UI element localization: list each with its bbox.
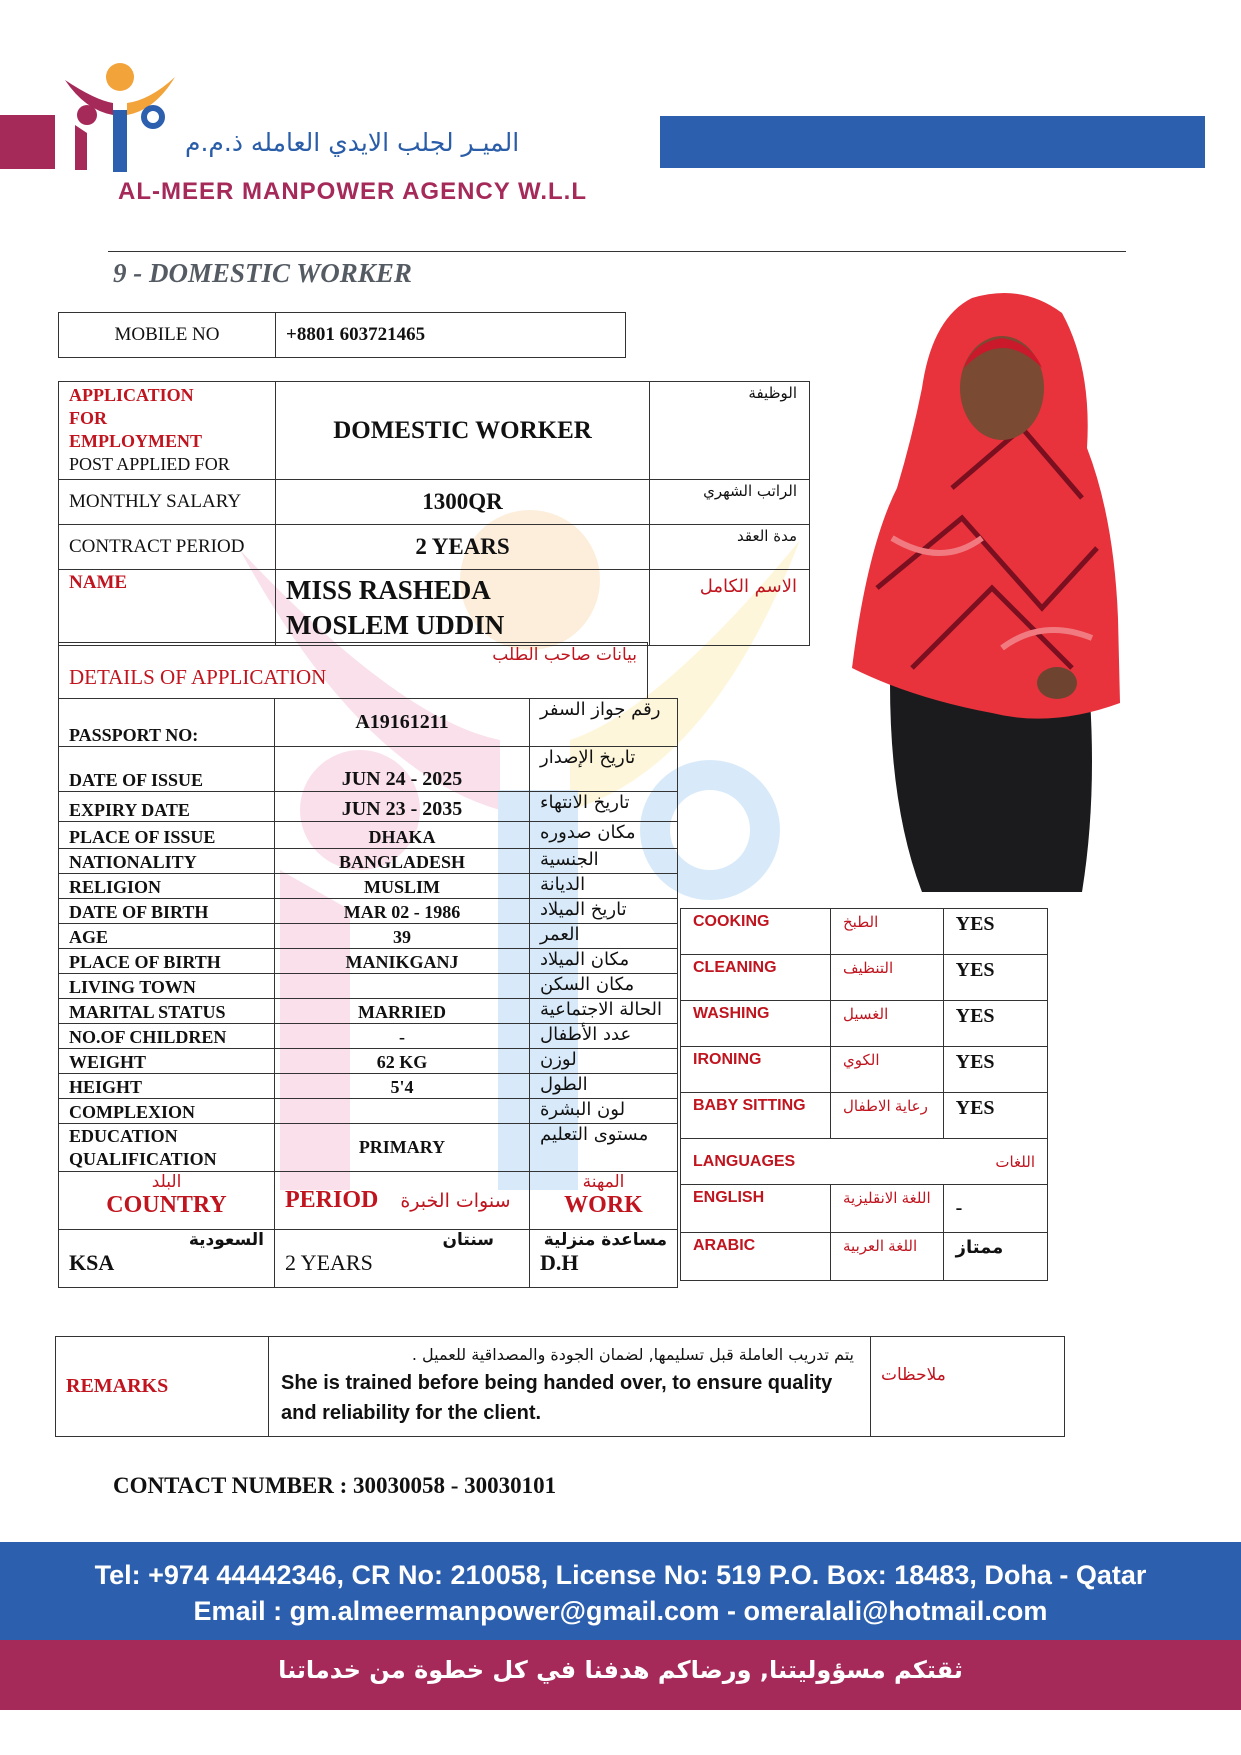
detail-label: PASSPORT NO: bbox=[59, 699, 275, 747]
detail-value bbox=[275, 1099, 530, 1124]
detail-label-arabic: مكان الميلاد bbox=[530, 949, 678, 974]
detail-label-arabic: تاريخ الإصدار bbox=[530, 747, 678, 792]
company-name-english: AL-MEER MANPOWER AGENCY W.L.L bbox=[118, 178, 587, 205]
exp-work: D.H bbox=[540, 1250, 579, 1275]
detail-label: PLACE OF ISSUE bbox=[59, 822, 275, 849]
detail-label: NO.OF CHILDREN bbox=[59, 1024, 275, 1049]
skill-value: YES bbox=[943, 1001, 1047, 1047]
mobile-table bbox=[58, 312, 626, 358]
details-label: DETAILS OF APPLICATION bbox=[69, 665, 327, 689]
document-title: 9 - DOMESTIC WORKER bbox=[113, 258, 412, 288]
header-accent-left bbox=[0, 115, 55, 169]
skill-label-arabic: الغسيل bbox=[831, 1001, 944, 1047]
detail-value: A19161211 bbox=[275, 699, 530, 747]
skill-label: WASHING bbox=[681, 1001, 831, 1047]
personal-details-table bbox=[58, 698, 678, 1288]
detail-label-arabic: تاريخ الانتهاء bbox=[530, 792, 678, 822]
detail-value: PRIMARY bbox=[275, 1124, 530, 1172]
skill-value: YES bbox=[943, 955, 1047, 1001]
detail-label-arabic: مستوى التعليم bbox=[530, 1124, 678, 1172]
header-divider bbox=[108, 251, 1126, 252]
post-applied-label: POST APPLIED FOR bbox=[69, 454, 230, 474]
details-label-arabic: بيانات صاحب الطلب bbox=[492, 645, 637, 665]
skill-label-arabic: الكوي bbox=[831, 1047, 944, 1093]
post-applied-value: DOMESTIC WORKER bbox=[276, 382, 650, 480]
work-label-arabic: المهنة bbox=[582, 1172, 625, 1192]
detail-label: PLACE OF BIRTH bbox=[59, 949, 275, 974]
exp-period-arabic: سنتان bbox=[442, 1230, 494, 1250]
country-label-arabic: البلد bbox=[151, 1172, 182, 1192]
period-label-arabic: سنوات الخبرة bbox=[400, 1190, 511, 1212]
detail-label-arabic: الديانة bbox=[530, 874, 678, 899]
language-label-arabic: اللغة العربية bbox=[831, 1233, 944, 1281]
detail-value bbox=[275, 974, 530, 999]
skill-label-arabic: الطبخ bbox=[831, 909, 944, 955]
language-value: ممتاز bbox=[943, 1233, 1047, 1281]
work-label: WORK bbox=[564, 1192, 643, 1218]
remarks-text-english: She is trained before being handed over, to ensure quality and reliability for the client. bbox=[281, 1372, 833, 1424]
name-label-arabic: الاسم الكامل bbox=[650, 570, 810, 646]
detail-value: MARRIED bbox=[275, 999, 530, 1024]
name-value-line2: MOSLEM UDDIN bbox=[286, 610, 505, 640]
languages-label: LANGUAGES bbox=[693, 1152, 796, 1170]
remarks-label: REMARKS bbox=[56, 1337, 269, 1437]
languages-label-arabic: اللغات bbox=[995, 1152, 1035, 1171]
skill-value: YES bbox=[943, 1093, 1047, 1139]
contact-number: CONTACT NUMBER : 30030058 - 30030101 bbox=[113, 1473, 557, 1498]
remarks-text-arabic: يتم تدريب العاملة قبل تسليمها, لضمان الجودة والمصداقية للعميل . bbox=[411, 1345, 854, 1364]
detail-label-arabic: تاريخ الميلاد bbox=[530, 899, 678, 924]
detail-label: RELIGION bbox=[59, 874, 275, 899]
details-heading-table bbox=[58, 642, 648, 699]
detail-label: HEIGHT bbox=[59, 1074, 275, 1099]
salary-label-arabic: الراتب الشهري bbox=[650, 480, 810, 525]
detail-label: WEIGHT bbox=[59, 1049, 275, 1074]
skill-label: IRONING bbox=[681, 1047, 831, 1093]
footer-email-line: Email : gm.almeermanpower@gmail.com - omeralali@hotmail.com bbox=[193, 1596, 1048, 1626]
detail-label: MARITAL STATUS bbox=[59, 999, 275, 1024]
skill-label-arabic: رعاية الاطفال bbox=[831, 1093, 944, 1139]
footer-slogan: ثقتكم مسؤوليتنا, ورضاكم هدفنا في كل خطوة من خدماتنا bbox=[278, 1656, 963, 1684]
header-accent-right bbox=[660, 116, 1205, 168]
language-label-arabic: اللغة الانقليزية bbox=[831, 1185, 944, 1233]
language-label: ARABIC bbox=[681, 1233, 831, 1281]
detail-value: MAR 02 - 1986 bbox=[275, 899, 530, 924]
detail-label-arabic: مكان صدوره bbox=[530, 822, 678, 849]
detail-value: MANIKGANJ bbox=[275, 949, 530, 974]
language-value: - bbox=[943, 1185, 1047, 1233]
detail-value: - bbox=[275, 1024, 530, 1049]
name-label: NAME bbox=[59, 570, 276, 646]
detail-label-arabic: العمر bbox=[530, 924, 678, 949]
name-table bbox=[58, 569, 810, 646]
detail-label: COMPLEXION bbox=[59, 1099, 275, 1124]
detail-label-arabic: الطول bbox=[530, 1074, 678, 1099]
skills-table bbox=[680, 908, 1048, 1281]
detail-value: 39 bbox=[275, 924, 530, 949]
application-label: APPLICATION FOR EMPLOYMENT bbox=[69, 385, 202, 451]
detail-value: BANGLADESH bbox=[275, 849, 530, 874]
skill-value: YES bbox=[943, 909, 1047, 955]
skill-label: CLEANING bbox=[681, 955, 831, 1001]
detail-value: DHAKA bbox=[275, 822, 530, 849]
detail-value: 62 KG bbox=[275, 1049, 530, 1074]
detail-label-arabic: الحالة الاجتماعية bbox=[530, 999, 678, 1024]
contract-label-arabic: مدة العقد bbox=[650, 525, 810, 570]
detail-label-arabic: عدد الأطفال bbox=[530, 1024, 678, 1049]
post-applied-label-arabic: الوظيفة bbox=[650, 382, 810, 480]
footer-contact-line: Tel: +974 44442346, CR No: 210058, License No: 519 P.O. Box: 18483, Doha - Qatar bbox=[94, 1560, 1147, 1590]
detail-value: MUSLIM bbox=[275, 874, 530, 899]
period-label: PERIOD bbox=[285, 1187, 379, 1213]
company-name-arabic: الميـر لجلب الايدي العامله ذ.م.م bbox=[185, 128, 520, 157]
remarks-label-arabic: ملاحظات bbox=[871, 1337, 1065, 1437]
skill-label: BABY SITTING bbox=[681, 1093, 831, 1139]
detail-label: DATE OF BIRTH bbox=[59, 899, 275, 924]
remarks-table bbox=[55, 1336, 1065, 1437]
exp-work-arabic: مساعدة منزلية bbox=[543, 1230, 667, 1250]
contract-value: 2 YEARS bbox=[276, 525, 650, 570]
detail-label-arabic: الجنسية bbox=[530, 849, 678, 874]
exp-period: 2 YEARS bbox=[285, 1250, 373, 1275]
salary-value: 1300QR bbox=[276, 480, 650, 525]
detail-label: NATIONALITY bbox=[59, 849, 275, 874]
skill-value: YES bbox=[943, 1047, 1047, 1093]
application-table bbox=[58, 381, 810, 570]
contract-label: CONTRACT PERIOD bbox=[59, 525, 276, 570]
skill-label: COOKING bbox=[681, 909, 831, 955]
detail-label-arabic: رقم جواز السفر bbox=[530, 699, 678, 747]
detail-label: EXPIRY DATE bbox=[59, 792, 275, 822]
detail-label-arabic: لون البشرة bbox=[530, 1099, 678, 1124]
country-label: COUNTRY bbox=[106, 1192, 227, 1218]
company-logo bbox=[55, 55, 185, 175]
exp-country-arabic: السعودية bbox=[188, 1230, 264, 1250]
salary-label: MONTHLY SALARY bbox=[59, 480, 276, 525]
detail-label: EDUCATION QUALIFICATION bbox=[59, 1124, 275, 1172]
detail-value: JUN 23 - 2035 bbox=[275, 792, 530, 822]
detail-label: DATE OF ISSUE bbox=[59, 747, 275, 792]
mobile-value: +8801 603721465 bbox=[276, 313, 626, 358]
detail-label-arabic: لوزن bbox=[530, 1049, 678, 1074]
exp-country: KSA bbox=[69, 1250, 115, 1275]
detail-label-arabic: مكان السكن bbox=[530, 974, 678, 999]
language-label: ENGLISH bbox=[681, 1185, 831, 1233]
skill-label-arabic: التنظيف bbox=[831, 955, 944, 1001]
applicant-photo bbox=[852, 288, 1120, 892]
detail-value: JUN 24 - 2025 bbox=[275, 747, 530, 792]
mobile-label: MOBILE NO bbox=[59, 313, 276, 358]
detail-label: AGE bbox=[59, 924, 275, 949]
detail-label: LIVING TOWN bbox=[59, 974, 275, 999]
name-value-line1: MISS RASHEDA bbox=[286, 575, 491, 605]
detail-value: 5'4 bbox=[275, 1074, 530, 1099]
